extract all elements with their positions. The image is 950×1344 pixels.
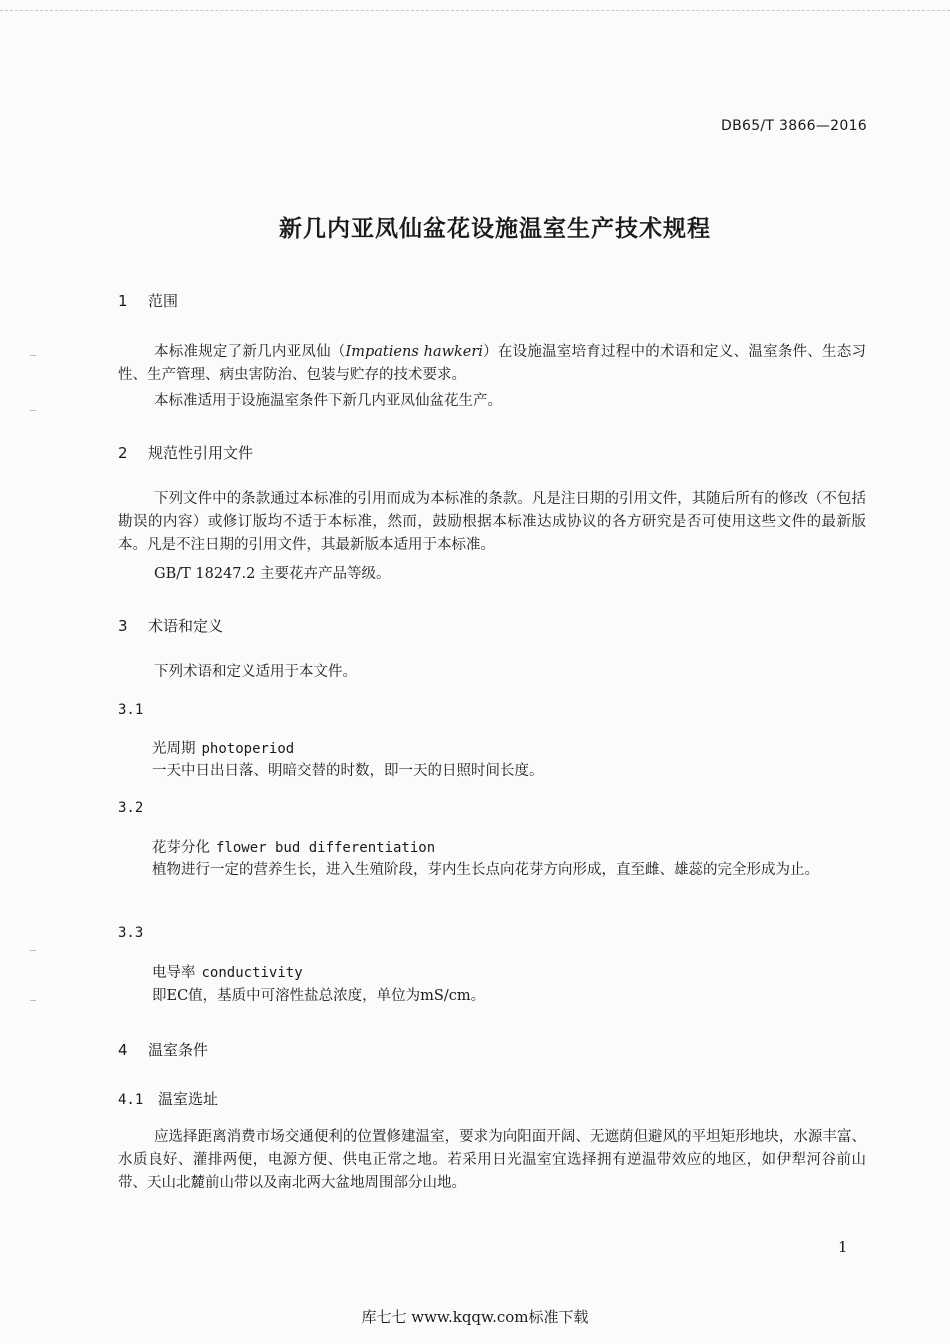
paragraph-site-selection: 应选择距离消费市场交通便利的位置修建温室，要求为向阳面开阔、无遮荫但避风的平坦矩形地块，水源丰富、水质良好、灌排两便，电源方便、供电正常之地。若采用日光温室宜选择拥有逆温带效应的地区，如伊犁河谷前山带、天山北麓前山带以及南北两大盆地周围部分山地。	[118, 1129, 866, 1191]
scan-margin-mark	[30, 410, 36, 411]
latin-name: Impatiens hawkeri	[345, 344, 483, 360]
section-heading-1	[118, 290, 178, 311]
term-heading: 光周期 photoperiod	[152, 741, 295, 757]
term-definition: 植物进行一定的营养生长，进入生殖阶段，芽内生长点向花芽方向形成，直至雌、雄蕊的完全形成为止。	[152, 862, 819, 878]
paragraph-scope-1: 本标准规定了新几内亚凤仙（Impatiens hawkeri）在设施温室培育过程中的术语和定义、温室条件、生态习性、生产管理、病虫害防治、包装与贮存的技术要求。	[118, 344, 866, 383]
subsection-heading-4-1	[118, 1088, 218, 1109]
section-number: 1	[118, 292, 128, 310]
footer-watermark: 库七七 www.kqqw.com标准下载	[361, 1308, 589, 1326]
term-number: 3.1	[118, 702, 144, 718]
term-heading: 花芽分化 flower bud differentiation	[152, 840, 436, 856]
term-number: 3.3	[118, 925, 144, 941]
term-definition: 一天中日出日落、明暗交替的时数，即一天的日照时间长度。	[152, 763, 544, 779]
subsection-number: 4.1	[118, 1092, 144, 1108]
document-title: 新几内亚凤仙盆花设施温室生产技术规程	[279, 216, 711, 242]
subsection-title: 温室选址	[158, 1090, 219, 1108]
paragraph-references-2: GB/T 18247.2 主要花卉产品等级。	[154, 566, 391, 582]
standard-code: DB65/T 3866—2016	[721, 118, 867, 134]
section-number: 4	[118, 1041, 128, 1059]
section-title: 术语和定义	[148, 617, 224, 635]
section-title: 范围	[148, 292, 179, 310]
section-heading-3	[118, 615, 223, 636]
scan-margin-mark	[30, 950, 36, 951]
paragraph-terms-intro: 下列术语和定义适用于本文件。	[154, 664, 357, 680]
term-definition: 即EC值，基质中可溶性盐总浓度，单位为mS/cm。	[152, 988, 486, 1004]
section-title: 温室条件	[148, 1041, 209, 1059]
section-number: 3	[118, 617, 128, 635]
term-heading: 电导率 conductivity	[152, 965, 303, 981]
paragraph-scope-2: 本标准适用于设施温室条件下新几内亚凤仙盆花生产。	[154, 393, 502, 409]
paragraph-references-1: 下列文件中的条款通过本标准的引用而成为本标准的条款。凡是注日期的引用文件，其随后所有的修改（不包括勘误的内容）或修订版均不适于本标准，然而，鼓励根据本标准达成协议的各方研究是否可使用这些文件的最新版本。凡是不注日期的引用文件，其最新版本适用于本标准。	[118, 491, 866, 553]
section-title: 规范性引用文件	[148, 444, 254, 462]
term-number: 3.2	[118, 800, 144, 816]
page-number: 1	[838, 1238, 848, 1256]
section-heading-2	[118, 442, 253, 463]
section-number: 2	[118, 444, 128, 462]
scan-margin-mark	[30, 355, 36, 356]
scan-margin-mark	[30, 1000, 36, 1001]
section-heading-4	[118, 1039, 208, 1060]
scan-top-border	[0, 0, 950, 11]
